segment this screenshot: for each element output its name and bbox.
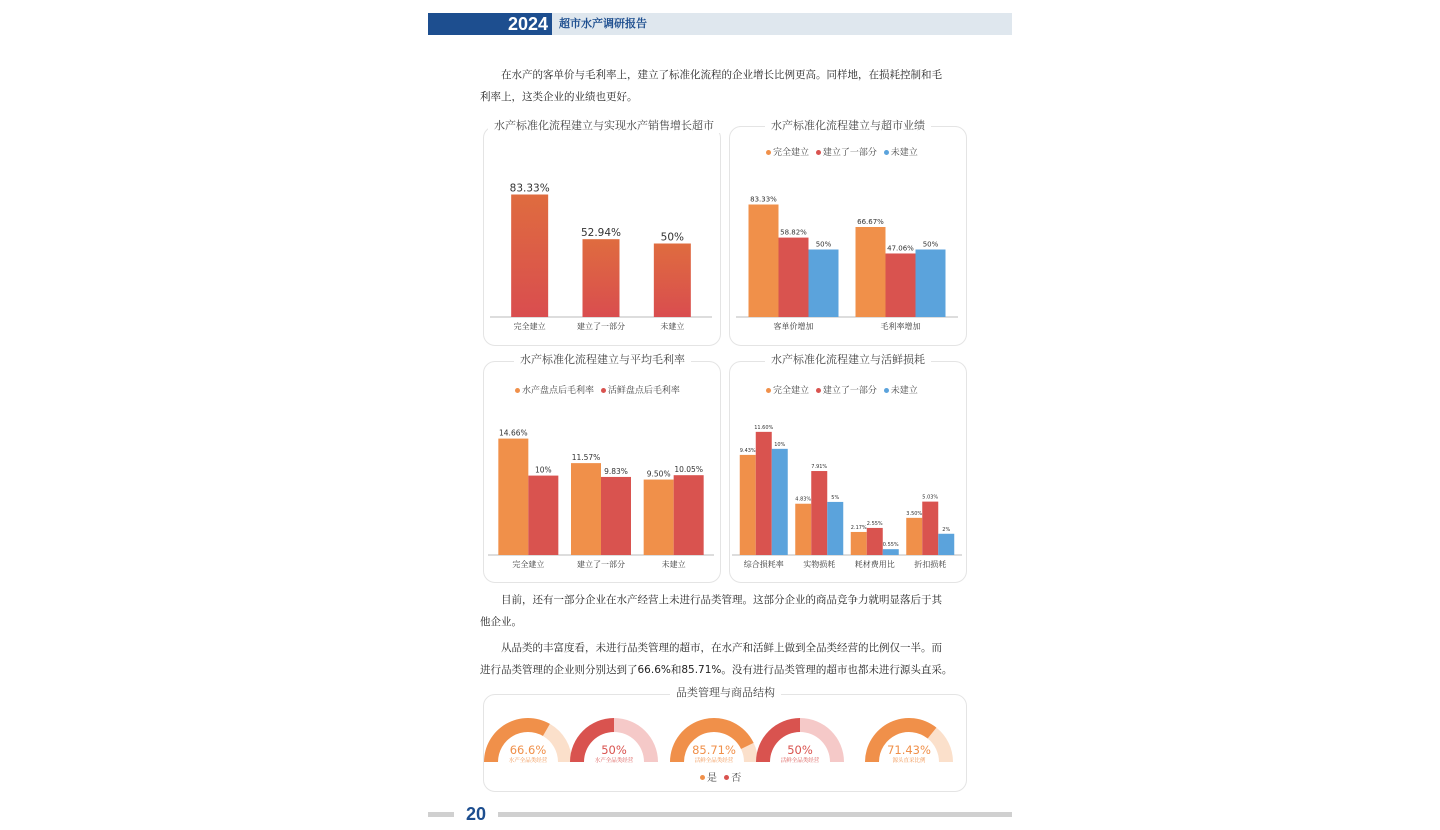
data-label: 10.05% (674, 465, 703, 475)
bar (528, 476, 558, 555)
bar (571, 463, 601, 555)
paragraph-2-line-1: 目前，还有一部分企业在水产经营上未进行品类管理。这部分企业的商品竞争力就明显落后于其 (501, 594, 942, 606)
legend-item: 完全建立 (773, 148, 810, 158)
legend-dot-red (724, 775, 729, 780)
footer-bar-right (498, 812, 1012, 817)
x-tick-label: 客单价增加 (773, 322, 814, 331)
bar (922, 502, 938, 555)
bar (809, 250, 839, 318)
legend-item: 完全建立 (773, 386, 810, 396)
bar (811, 471, 827, 555)
legend-dot-blue (884, 388, 889, 393)
paragraph-1-line-2: 利率上，这类企业的业绩也更好。 (480, 91, 638, 103)
data-label: 10% (534, 465, 552, 475)
chart-4-svg (730, 400, 964, 576)
legend-dot-red (816, 150, 821, 155)
paragraph-2-line-2: 他企业。 (480, 616, 522, 628)
chart-2-title: 水产标准化流程建立与超市业绩 (765, 119, 931, 133)
bar (498, 439, 528, 555)
x-tick-label: 耗材费用比 (854, 560, 895, 569)
paragraph-1 (480, 64, 968, 108)
gauge-value-label: 85.71% (692, 743, 736, 757)
data-label: 0.55% (882, 542, 899, 549)
data-label: 3.50% (906, 510, 923, 517)
data-label: 83.33% (750, 195, 777, 204)
bar (851, 532, 867, 555)
x-tick-label: 建立了一部分 (577, 322, 625, 331)
x-tick-label: 毛利率增加 (880, 322, 921, 331)
chart-2-legend (762, 147, 918, 159)
chart-5-title: 品类管理与商品结构 (670, 686, 781, 700)
bar (740, 455, 756, 555)
legend-dot-red (601, 388, 606, 393)
data-label: 83.33% (509, 182, 550, 195)
bar (938, 534, 954, 555)
legend-item: 建立了一部分 (822, 148, 877, 158)
data-label: 2% (942, 526, 951, 533)
data-label: 5.03% (922, 494, 939, 501)
chart-3-title: 水产标准化流程建立与平均毛利率 (514, 353, 691, 367)
chart-1-svg (484, 150, 718, 340)
paragraph-3 (480, 637, 968, 681)
paragraph-3-line-1: 从品类的丰富度看，未进行品类管理的超市，在水产和活鲜上做到全品类经营的比例仅一半。而 (501, 642, 942, 654)
chart-4-legend (762, 385, 918, 397)
header-title: 超市水产调研报告 (559, 17, 647, 30)
bar (644, 480, 674, 555)
data-label: 5% (831, 494, 840, 501)
bar (906, 518, 922, 555)
x-tick-label: 实物损耗 (803, 560, 836, 569)
legend-item: 否 (731, 773, 742, 784)
data-label: 50% (815, 240, 832, 249)
x-tick-label: 完全建立 (513, 322, 546, 331)
gauge-value-label: 66.6% (509, 743, 547, 757)
chart-1-title: 水产标准化流程建立与实现水产销售增长超市 (488, 119, 720, 133)
gauge-arc-remaining (543, 724, 572, 762)
data-label: 47.06% (887, 244, 914, 253)
data-label: 50% (660, 231, 685, 244)
bar (511, 195, 548, 317)
bar (856, 227, 886, 317)
legend-item: 未建立 (890, 148, 918, 158)
data-label: 14.66% (499, 428, 528, 438)
gauge-caption: 活鲜全品类经营 (780, 758, 820, 764)
gauge-caption: 源头直采比例 (892, 758, 926, 764)
bar (601, 477, 631, 555)
chart-4-title: 水产标准化流程建立与活鲜损耗 (765, 353, 931, 367)
legend-dot-orange (766, 388, 771, 393)
page-number: 20 (465, 804, 487, 824)
footer-bar-left (428, 812, 454, 817)
legend-item: 活鲜盘点后毛利率 (607, 386, 680, 396)
paragraph-2 (480, 589, 968, 633)
data-label: 66.67% (857, 217, 884, 226)
gauge-value-label: 71.43% (887, 743, 931, 757)
data-label: 10% (774, 441, 786, 448)
data-label: 7.91% (811, 464, 828, 471)
legend-dot-orange (515, 388, 520, 393)
header-year: 2024 (507, 14, 548, 34)
data-label: 2.55% (866, 520, 883, 527)
bar (756, 432, 772, 555)
gauge-caption: 活鲜全品类经营 (694, 758, 734, 764)
legend-dot-red (816, 388, 821, 393)
chart-5-svg (484, 708, 964, 766)
chart-2-svg (730, 162, 964, 340)
x-tick-label: 未建立 (660, 322, 685, 331)
bar (749, 205, 779, 317)
bar (583, 239, 620, 317)
chart-3-legend (511, 385, 680, 397)
paragraph-3-line-2: 进行品类管理的企业则分别达到了66.6%和85.71%。没有进行品类管理的超市也都未进行源头直采。 (480, 664, 953, 676)
gauge-caption: 水产全品类经营 (594, 758, 634, 764)
x-tick-label: 综合损耗率 (743, 560, 784, 569)
data-label: 52.94% (580, 227, 622, 240)
data-label: 50% (922, 240, 939, 249)
x-tick-label: 完全建立 (512, 560, 545, 569)
x-tick-label: 折扣损耗 (914, 560, 947, 569)
gauge-value-label: 50% (601, 743, 627, 757)
bar (886, 253, 916, 317)
gauge-value-label: 50% (787, 743, 813, 757)
bar (779, 238, 809, 317)
bar (916, 250, 946, 318)
x-tick-label: 未建立 (661, 560, 686, 569)
legend-item: 建立了一部分 (822, 386, 877, 396)
legend-item: 水产盘点后毛利率 (522, 386, 595, 396)
paragraph-1-line-1: 在水产的客单价与毛利率上，建立了标准化流程的企业增长比例更高。同样地，在损耗控制和毛 (501, 69, 942, 81)
legend-dot-orange (700, 775, 705, 780)
legend-dot-blue (884, 150, 889, 155)
data-label: 9.50% (646, 469, 671, 479)
chart-3-svg (484, 400, 718, 576)
chart-5-legend (696, 773, 741, 785)
data-label: 4.83% (795, 496, 812, 503)
data-label: 9.83% (604, 466, 628, 476)
bar (772, 449, 788, 555)
data-label: 11.60% (754, 424, 774, 431)
data-label: 11.57% (571, 453, 601, 463)
bar (867, 528, 883, 555)
legend-item: 是 (707, 773, 717, 784)
legend-item: 未建立 (890, 386, 918, 396)
bar (883, 549, 899, 555)
bar (654, 244, 691, 318)
bar (674, 475, 704, 555)
data-label: 9.43% (739, 447, 756, 454)
data-label: 2.17% (850, 524, 867, 531)
x-tick-label: 建立了一部分 (577, 560, 625, 569)
gauge-caption: 水产全品类经营 (508, 758, 548, 764)
bar (827, 502, 843, 555)
bar (795, 504, 811, 555)
data-label: 58.82% (780, 228, 807, 237)
legend-dot-orange (766, 150, 771, 155)
